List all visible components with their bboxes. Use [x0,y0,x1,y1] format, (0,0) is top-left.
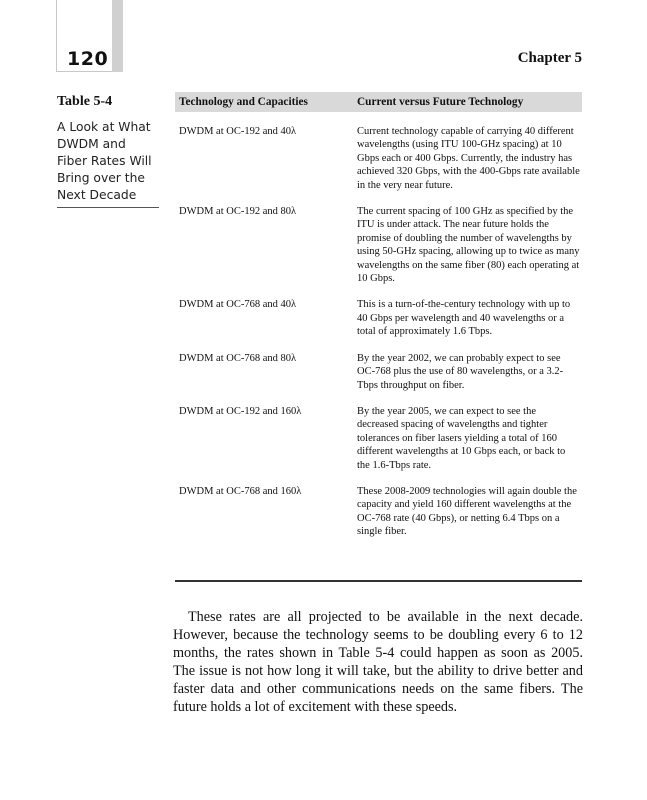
dwdm-table [175,92,582,539]
description-cell: By the year 2002, we can probably expect to see OC-768 plus the use of 80 wavelengths, or a 3.2-Tbps throughput on fiber. [357,352,564,391]
technology-cell: DWDM at OC-192 and 160λ [179,405,302,417]
description-cell: This is a turn-of-the-century technology with up to 40 Gbps per wavelength and 40 wavelengths or a total of approximately 1.6 Tbps. [357,299,571,338]
table-row [175,125,582,192]
table-caption: A Look at What DWDM and Fiber Rates Will Bring over the Next Decade [57,119,159,208]
technology-cell: DWDM at OC-768 and 160λ [179,485,302,497]
body-paragraph: These rates are all projected to be available in the next decade. However, because the technology seems to be doubling every 6 to 12 months, the rates shown in Table 5-4 could happen as soon as 2005. The issue is not how long it will take, but the ability to drive better and faster data and other communications needs on the same fibers. The future holds a lot of excitement with these speeds. [173,609,583,716]
description-cell: These 2008-2009 technologies will again double the capacity and yield 160 different wavelengths at the OC-768 rate (40 Gbps), or netting 6.4 Tbps on a single fiber. [357,485,577,538]
chapter-label: Chapter 5 [517,50,582,66]
table-row [175,352,582,392]
technology-cell: DWDM at OC-768 and 80λ [179,352,297,364]
table-header [175,92,582,112]
table-row [175,405,582,472]
table-row [175,485,582,539]
technology-cell: DWDM at OC-192 and 80λ [179,206,297,218]
page-number: 120 [67,48,109,70]
table-row [175,205,582,285]
table-number: Table 5-4 [57,94,113,109]
column-header-description: Current versus Future Technology [357,96,524,108]
description-cell: By the year 2005, we can expect to see the decreased spacing of wavelengths and tighter tolerances on fiber lasers yielding a total of 160 different wavelengths at 10 Gbps each, or back to the 1.6-Tbps rate. [357,405,566,471]
table-bottom-rule [175,580,582,582]
table-row [175,298,582,338]
description-cell: The current spacing of 100 GHz as specified by the ITU is under attack. The near future holds the promise of doubling the number of wavelengths by using 50-GHz spacing, allowing up to twice as many wavelengths on the same fiber (80) each operating at 10 Gbps. [357,206,580,285]
technology-cell: DWDM at OC-192 and 40λ [179,126,297,137]
column-header-technology: Technology and Capacities [179,96,308,108]
technology-cell: DWDM at OC-768 and 40λ [179,299,297,311]
page-tab-bar [112,0,123,72]
description-cell: Current technology capable of carrying 40 different wavelengths (using ITU 100-GHz spacing) at 10 Gbps each or 400 Gbps. Currently, the industry has achieved 320 Gbps, with the 400-Gbps rate available in the very near future. [357,126,580,191]
